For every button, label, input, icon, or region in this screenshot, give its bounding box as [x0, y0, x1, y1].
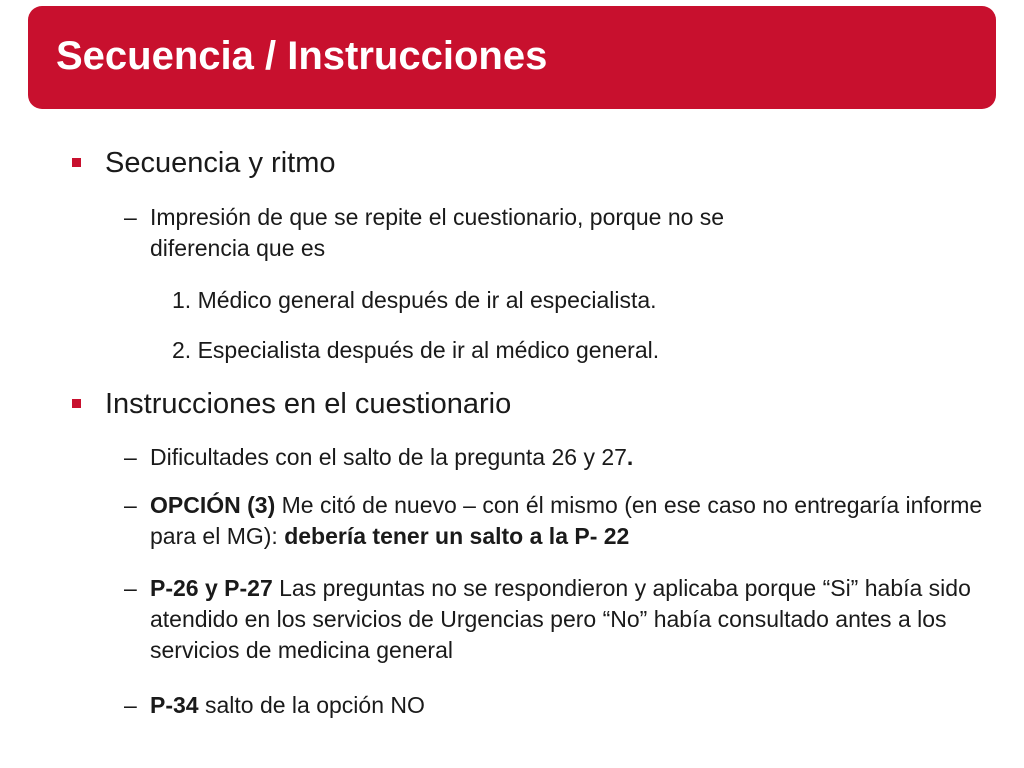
- list-item-text: [150, 202, 984, 264]
- dash-bullet: –: [124, 575, 137, 601]
- dash-bullet: –: [124, 492, 137, 518]
- section-heading-text: Instrucciones en el cuestionario: [105, 388, 512, 420]
- numbered-item: 1. Médico general después de ir al especialista.: [172, 287, 657, 313]
- list-item: [124, 573, 984, 666]
- dash-bullet: –: [124, 444, 137, 470]
- list-item: [124, 490, 984, 552]
- numbered-item: 2. Especialista después de ir al médico general.: [172, 337, 660, 363]
- list-item-text-line2: diferencia que es: [150, 235, 326, 261]
- list-item-text: [150, 490, 984, 552]
- section-heading-instrucciones: [72, 388, 511, 421]
- section-heading-secuencia: [72, 147, 336, 180]
- list-item-text: [150, 573, 984, 666]
- list-item-text: [150, 690, 984, 721]
- section-heading-text: Secuencia y ritmo: [105, 147, 336, 179]
- list-item-bold-end: .: [626, 444, 634, 470]
- list-item-body: salto de la opción NO: [198, 692, 425, 718]
- dash-bullet: –: [124, 204, 137, 230]
- list-item-bold-start: P-34: [150, 692, 199, 718]
- dash-bullet: –: [124, 692, 137, 718]
- slide-title: Secuencia / Instrucciones: [56, 33, 548, 78]
- list-item: [124, 442, 984, 473]
- list-item-body: Me citó de nuevo – con él mismo (en ese caso no entregaría informe para el MG):: [150, 492, 983, 549]
- list-item-text-line1: Impresión de que se repite el cuestionario, porque no se: [150, 204, 725, 230]
- list-item-bold-end: debería tener un salto a la P- 22: [284, 523, 630, 549]
- list-item-bold-start: P-26 y P-27: [150, 575, 273, 601]
- list-item-body: Dificultades con el salto de la pregunta 26 y 27: [150, 444, 627, 470]
- list-item: [124, 690, 984, 721]
- list-item-bold-start: OPCIÓN (3): [150, 492, 276, 518]
- list-item-body: Las preguntas no se respondieron y aplicaba porque “Si” había sido atendido en los servicios de Urgencias pero “No” había consultado antes a los servicios de medicina general: [150, 575, 971, 663]
- square-bullet-icon: [72, 158, 81, 167]
- list-item: [124, 202, 984, 264]
- square-bullet-icon: [72, 399, 81, 408]
- list-item-text: [150, 442, 984, 473]
